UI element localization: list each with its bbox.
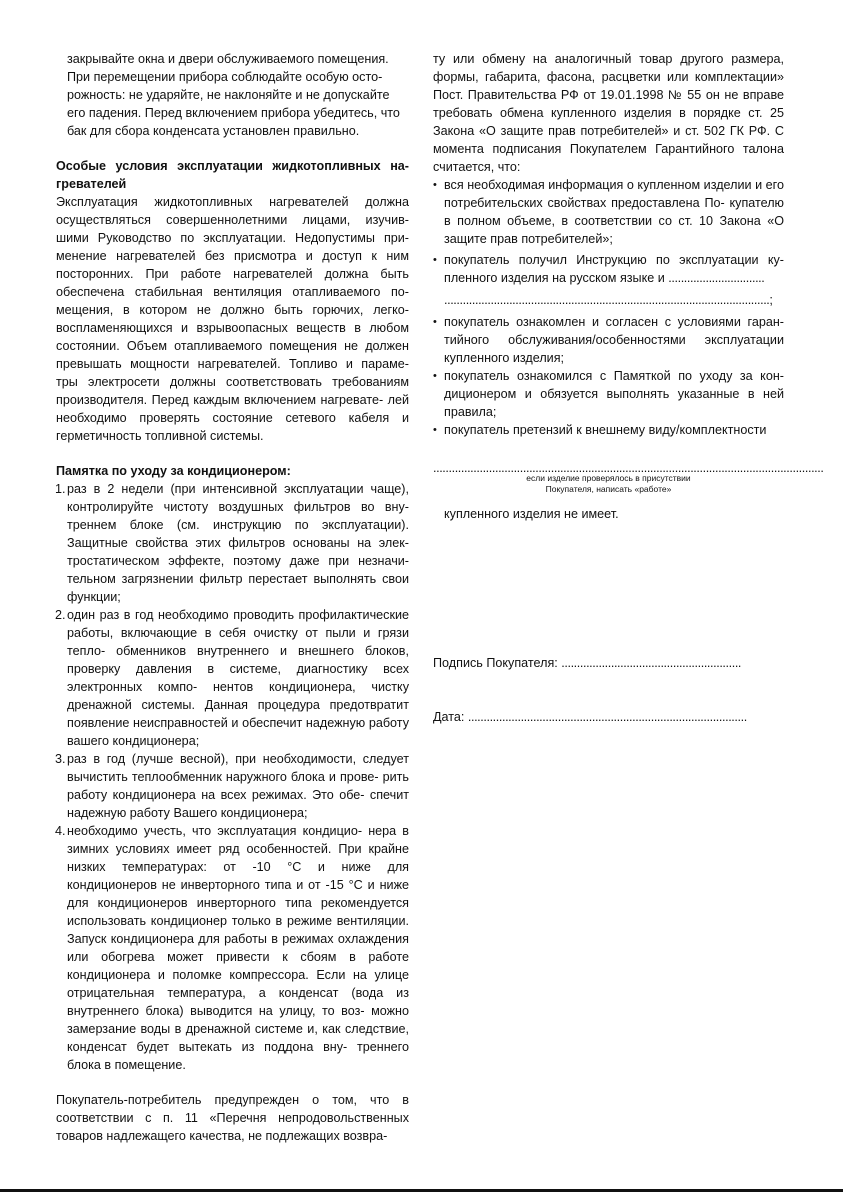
condition-text: покупатель получил Инструкцию по эксплуатации ку- пленного изделия на русском языке и: [444, 253, 784, 285]
fill-in-line: ...............................: [668, 271, 765, 285]
memo-item-text: один раз в год необходимо проводить профилактические работы, включающие в себя очистку от пыли и грязи тепло- обменников внутреннего и внешнего блоков, проверку давления в системе, диагностику всех электронных компо- нентов кондиционера, чистку дренажной системы. Данная процедура предотвратит появление неисправностей и обеспечит надежную работу вашего кондиционера;: [67, 608, 409, 748]
date-label: Дата:: [433, 710, 465, 724]
condition-item: [433, 251, 784, 309]
memo-list: [56, 480, 409, 1074]
note-line: если изделие проверялось в присутствии: [526, 473, 691, 483]
memo-item-text: раз в год (лучше весной), при необходимости, следует вычистить теплообменник наружного блока и прове- рить работу кондиционера на всех режимах. Это обе- спечит надежную работу Вашего кондиционера;: [67, 752, 409, 820]
signature-field[interactable]: ..........................................................: [561, 656, 742, 670]
intro-line: бак для сбора конденсата установлен правильно.: [67, 124, 360, 138]
intro-line: закрывайте окна и двери обслуживаемого помещения.: [67, 52, 389, 66]
date-field[interactable]: ..........................................................................................: [467, 710, 747, 724]
memo-item-text: раз в 2 недели (при интенсивной эксплуатации чаще), контролируйте чистоту воздушных фильтров во вну- треннем блоке (см. инструкцию по эксплуатации). Защитные свойства этих фильтров основаны на элек- тростатическом эффекте, поэтому даже при незначи- тельном загрязнении фильтр перестает выполнять свои функции;: [67, 482, 409, 604]
condition-item: • вся необходимая информация о купленном изделии и его потребительских свойствах предоставлена По- купателю в полном объеме, в соответствии со ст. 10 Закона «О защите прав потребителей»;: [433, 176, 784, 248]
not-have-text: купленного изделия не имеет.: [444, 507, 619, 521]
memo-item: [56, 822, 409, 1074]
intro-line: При перемещении прибора соблюдайте особую осто-: [67, 70, 383, 84]
intro-line: рожность: не ударяйте, не наклоняйте и не допускайте: [67, 88, 390, 102]
buyer-paragraph: Покупатель-потребитель предупрежден о том, что в соответствии с п. 11 «Перечня непродовольственных товаров надлежащего качества, не подлежащих возвра-: [56, 1093, 409, 1143]
condition-item: • покупатель ознакомлен и согласен с условиями гаран- тийного обслуживания/особенностями эксплуатации купленного изделия;: [433, 313, 784, 367]
intro-line: его падения. Перед включением прибора убедитесь, что: [67, 106, 400, 120]
memo-item: [56, 606, 409, 750]
intro-block: [56, 50, 409, 140]
fill-in-line: ..............................................................................................................................: [433, 461, 824, 475]
memo-item-number: 4.: [55, 824, 66, 838]
heater-paragraph: Эксплуатация жидкотопливных нагревателей должна осуществляться совершеннолетними лицами, изучив- шими Руководство по эксплуатации. Недопустимы при- менение нагревателей без присмотра и доступ к ним посторонних. При работе нагревателей должна быть обеспечена стабильная вентиляция отапливаемого по- мещения, в котором не должно быть горючих, легко- воспламеняющихся и взрывоопасных веществ в любом состоянии. Объем отапливаемого помещения не должен превышать мощности нагревателей. Топливо и параме- тры электросети должны соответствовать требованиям производителя. Перед каждым включением нагревате- лей необходимо проверять состояние сетевого кабеля и герметичность топливной системы.: [56, 195, 409, 443]
condition-item: • покупатель ознакомился с Памяткой по уходу за кон- диционером и обязуется выполнять указанные в ней правила;: [433, 367, 784, 421]
note-line: Покупателя, написать «работе»: [545, 484, 672, 494]
left-column: [56, 50, 409, 1145]
condition-item: • покупатель претензий к внешнему виду/комплектности: [433, 421, 784, 439]
memo-item-number: 1.: [55, 482, 66, 496]
memo-item-number: 3.: [55, 752, 66, 766]
signature-label: Подпись Покупателя:: [433, 656, 558, 670]
conditions-list: [433, 176, 784, 439]
memo-item: [56, 480, 409, 606]
continuation-paragraph: ту или обмену на аналогичный товар другого размера, формы, габарита, фасона, расцветки или комплектации» Пост. Правительства РФ от 19.01.1998 № 55 он не вправе требовать обмена купленного изделия в порядке ст. 25 Закона «О защите прав потребителей» и ст. 502 ГК РФ. С момента подписания Покупателем Гарантийного талона считается, что:: [433, 52, 784, 174]
memo-item-number: 2.: [55, 608, 66, 622]
memo-item-text: необходимо учесть, что эксплуатация кондицио- нера в зимних условиях имеет ряд особенностей. При крайне низких температурах: от -10 °С и ниже для кондиционеров не инверторного типа и от -15 °С и ниже для кондиционеров инверторного типа рекомендуется использовать кондиционер только в режиме вентиляции. Запуск кондиционера для работы в режимах охлаждения или обогрева может привести к сбоям в работе кондиционера и поломке компрессора. Если на улице отрицательная температура, а конденсат (вода из внутреннего блока) выводится на улицу, то воз- можно замерзание воды в дренажной системе и, как следствие, конденсат будет вытекать из поддона вну- треннего блока в помещение.: [67, 824, 409, 1072]
fill-in-line: .........................................................................................................;: [444, 293, 773, 307]
signature-line: [433, 656, 741, 670]
memo-item: [56, 750, 409, 822]
memo-heading: Памятка по уходу за кондиционером:: [56, 464, 291, 478]
date-line: [433, 710, 747, 724]
heater-heading: Особые условия эксплуатации жидкотопливных на- гревателей: [56, 159, 409, 191]
right-column: [433, 50, 824, 523]
